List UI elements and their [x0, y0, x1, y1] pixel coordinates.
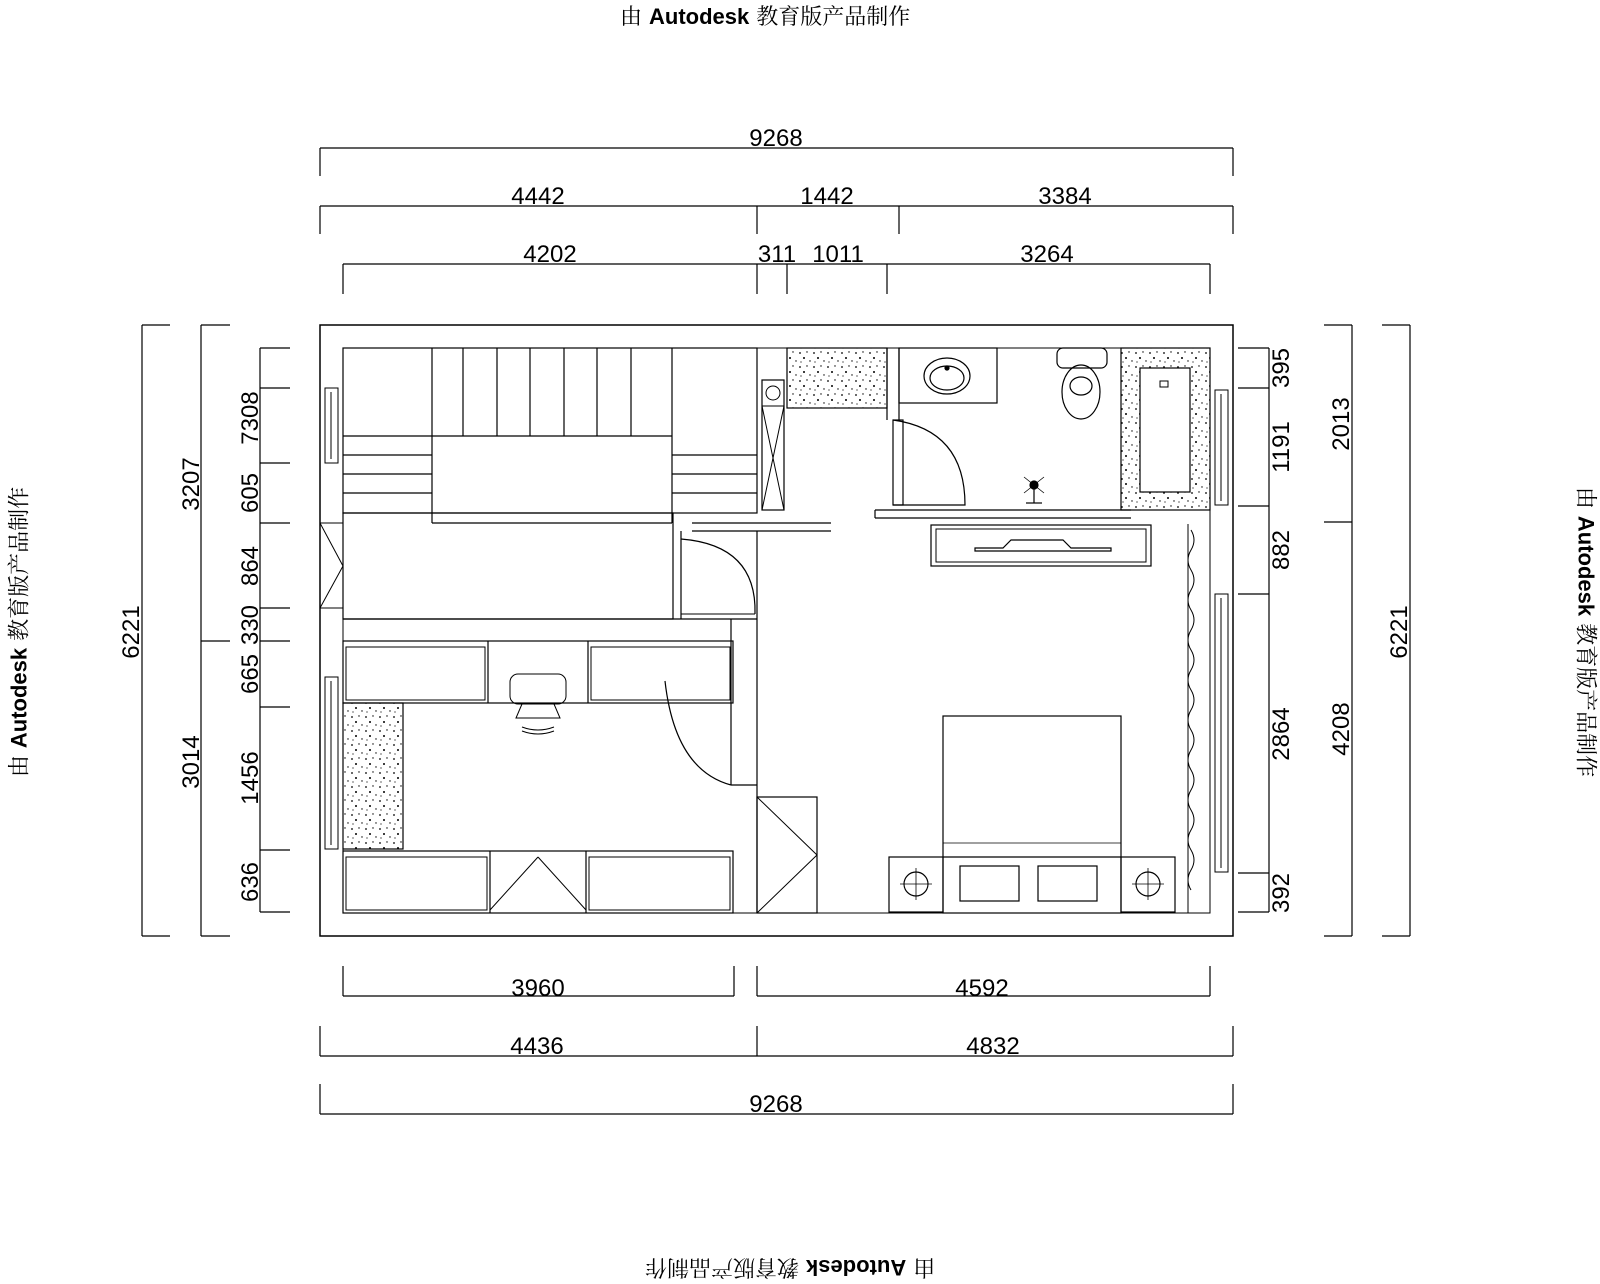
- watermark-bottom: 由 Autodesk 教育版产品制作: [645, 1253, 935, 1284]
- corridor-cabinet: [757, 797, 817, 913]
- dim-left-605: 605: [237, 473, 264, 513]
- landing: [343, 513, 673, 619]
- dim-left-3207: 3207: [178, 457, 205, 510]
- pillow-left: [960, 866, 1019, 901]
- inner-wall: [343, 348, 1210, 913]
- dim-top-4202: 4202: [523, 241, 576, 268]
- watermark-top: 由 Autodesk 教育版产品制作: [620, 0, 910, 31]
- bed: [943, 716, 1121, 913]
- dim-left-3014: 3014: [178, 735, 205, 788]
- dim-right-4208: 4208: [1328, 702, 1355, 755]
- dim-top-1011: 1011: [812, 241, 864, 268]
- dim-right-392: 392: [1268, 873, 1295, 913]
- dim-right-882: 882: [1268, 530, 1295, 570]
- dim-top-3384: 3384: [1038, 183, 1091, 210]
- dim-left-864: 864: [237, 546, 264, 586]
- dim-top-1442: 1442: [800, 183, 853, 210]
- chair-icon: [510, 674, 566, 734]
- dim-left-330: 330: [237, 605, 264, 645]
- door-landing: [681, 539, 755, 614]
- dim-bottom-4832: 4832: [966, 1033, 1019, 1060]
- dim-top-3264: 3264: [1020, 241, 1073, 268]
- curtain: [1188, 530, 1194, 890]
- dim-left-636: 636: [237, 862, 264, 902]
- dim-left-1456: 1456: [237, 751, 264, 804]
- dim-bottom-4592: 4592: [955, 975, 1008, 1002]
- dim-right-overall: 6221: [1386, 605, 1413, 658]
- dim-bottom-4436: 4436: [510, 1033, 563, 1060]
- watermark-left: 由 Autodesk 教育版产品制作: [3, 487, 34, 777]
- pillow-right: [1038, 866, 1097, 901]
- sink-counter: [899, 348, 997, 403]
- dim-top-overall: 9268: [749, 125, 802, 152]
- staircase: [343, 348, 757, 523]
- granite-counter: [787, 348, 887, 408]
- bathroom: [875, 348, 1210, 518]
- dim-top-4442: 4442: [511, 183, 564, 210]
- watermark-right: 由 Autodesk 教育版产品制作: [1572, 487, 1600, 777]
- bedroom: [889, 524, 1194, 913]
- dim-left-665: 665: [237, 654, 264, 694]
- tv-cabinet: [931, 525, 1151, 566]
- study-door: [665, 681, 731, 785]
- dim-right-2013: 2013: [1328, 397, 1355, 450]
- tv-icon: [975, 540, 1111, 551]
- outer-wall: [320, 325, 1233, 936]
- dim-right-395: 395: [1268, 348, 1295, 388]
- corridor-walls: [665, 523, 831, 913]
- dim-bottom-overall: 9268: [749, 1091, 802, 1118]
- dimension-texts: [118, 125, 1413, 1118]
- dim-right-2864: 2864: [1268, 707, 1295, 760]
- dim-bottom-3960: 3960: [511, 975, 564, 1002]
- toilet-icon: [1057, 348, 1107, 419]
- bathroom-door: [893, 420, 965, 505]
- dim-left-7308: 7308: [237, 391, 264, 444]
- dim-top-311: 311: [758, 241, 796, 268]
- dimension-lines: [142, 148, 1410, 1114]
- study-room: [343, 619, 757, 913]
- left-niche: [320, 523, 343, 608]
- dim-right-1191: 1191: [1268, 421, 1295, 473]
- dim-left-overall: 6221: [118, 605, 145, 658]
- sink-icon: [924, 358, 970, 394]
